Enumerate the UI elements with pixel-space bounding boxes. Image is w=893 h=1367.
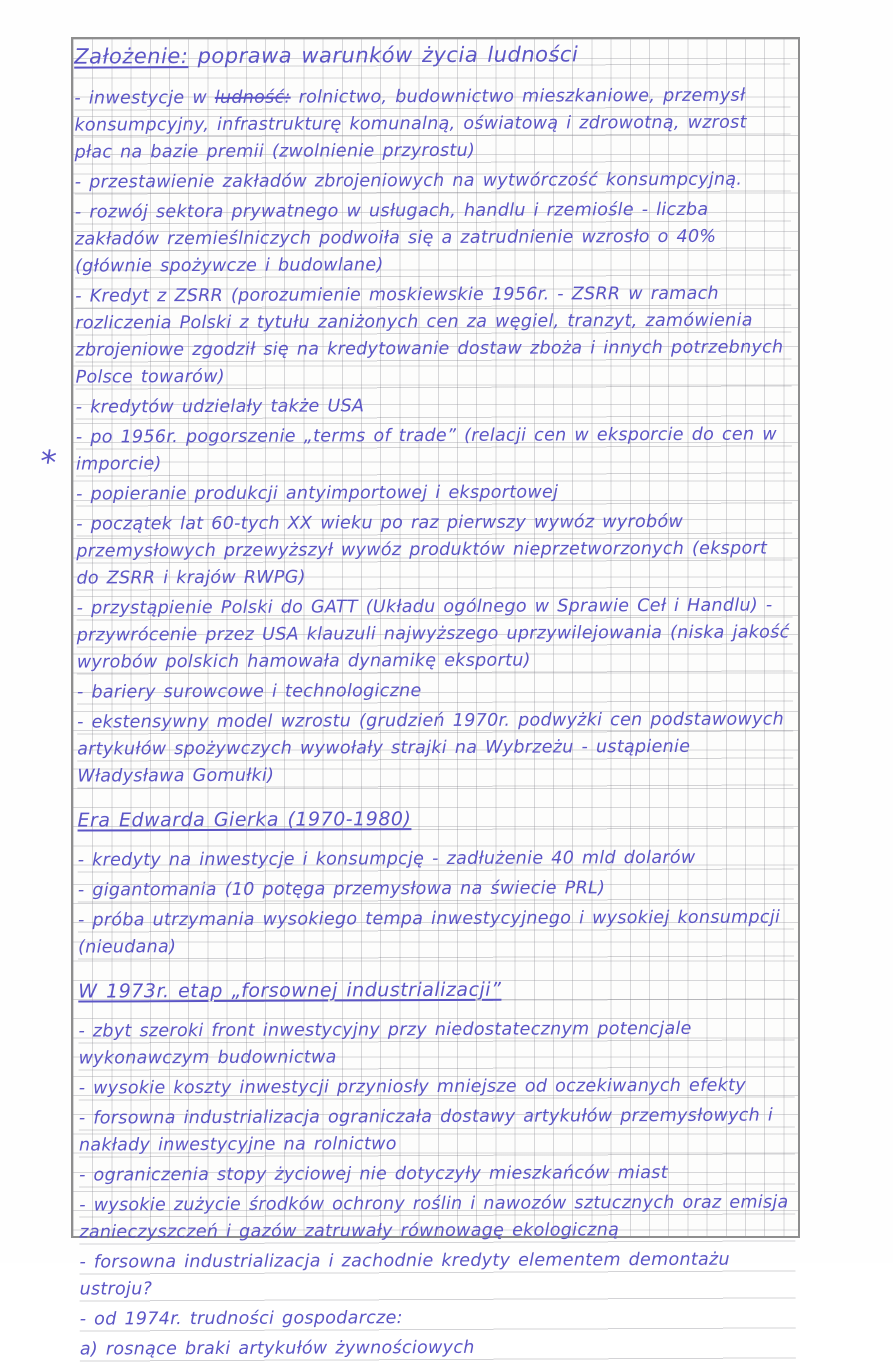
margin-asterisk-mark: * [37,442,59,482]
section-heading-gierek-era [77,803,793,835]
section-heading-gierek-era-text: Era Edwarda Gierka (1970-1980) [77,808,412,832]
note-line: - kredyty na inwestycje i konsumpcję - zadłużenie 40 mld dolarów [78,844,794,874]
bullet1-struck-word: ludność: [214,87,291,108]
note-line: - od 1974r. trudności gospodarcze: [80,1303,796,1333]
title-underlined-word: Założenie: [74,44,189,69]
note-line: - kredytów udzielały także USA [76,391,792,421]
note-line: - zbyt szeroki front inwestycyjny przy niedostatecznym potencjale wykonawczym budownictwa [78,1015,794,1072]
grid-sheet [71,37,800,1360]
note-line: - forsowna industrializacja ograniczała dostawy artykułów przemysłowych i nakłady inwestycyjne na rolnictwo [79,1102,795,1159]
note-line: - popieranie produkcji antyimportowej i eksportowej [76,478,792,508]
page-title [74,39,790,71]
note-line [74,82,790,166]
note-line-starred: - początek lat 60-tych XX wieku po raz pierwszy wywóz wyrobów przemysłowych przewyższył wywóz produktów nieprzetworzonych (eksport do ZSRR i krajów RWPG) [76,508,792,592]
note-line: - gigantomania (10 potęga przemysłowa na świecie PRL) [78,874,794,904]
note-line: - wysokie koszty inwestycji przyniosły mniejsze od oczekiwanych efekty [79,1072,795,1102]
note-line: - wysokie zużycie środków ochrony roślin i nawozów sztucznych oraz emisja zanieczyszczeń i gazów zatruwały równowagę ekologiczną [79,1189,795,1246]
title-rest: poprawa warunków życia ludności [188,42,579,69]
section-heading-1973-text: W 1973r. etap „forsownej industrializacji” [78,978,502,1003]
note-line: - próba utrzymania wysokiego tempa inwestycyjnego i wysokiej konsumpcji (nieudana) [78,904,794,961]
note-line: - rozwój sektora prywatnego w usługach, handlu i rzemiośle - liczba zakładów rzemieślniczych podwoiła się a zatrudnienie wzrosło o 40% (głównie spożywcze i budowlane) [75,196,791,280]
handwritten-notes [74,39,796,1366]
bullet1-post: rolnictwo, budownictwo mieszkaniowe, przemysł konsumpcyjny, infrastrukturę komunalną, oświatową i zdrowotną, wzrost płac na bazie premii (zwolnienie przyrostu) [74,85,747,163]
note-line: a) rosnące braki artykułów żywnościowych [80,1333,796,1363]
note-line: - przystąpienie Polski do GATT (Układu ogólnego w Sprawie Ceł i Handlu) - przywrócenie przez USA klauzuli najwyższego uprzywilejowania (niska jakość wyrobów polskich hamowała dynamikę eksportu) [77,592,793,676]
section-heading-1973-industrializacja [78,974,794,1006]
note-line: - po 1956r. pogorszenie „terms of trade” (relacji cen w eksporcie do cen w imporcie) [76,421,792,478]
note-line: - ograniczenia stopy życiowej nie dotyczyły mieszkańców miast [79,1159,795,1189]
note-line: - forsowna industrializacja i zachodnie kredyty elementem demontażu ustroju? [79,1246,795,1303]
note-line: - przestawienie zakładów zbrojeniowych na wytwórczość konsumpcyjną. [75,166,791,196]
note-line: - bariery surowcowe i technologiczne [77,676,793,706]
note-line: - ekstensywny model wzrostu (grudzień 1970r. podwyżki cen podstawowych artykułów spożywczych wywołały strajki na Wybrzeżu - ustąpienie Władysława Gomułki) [77,706,793,790]
bullet1-pre: - inwestycje w [74,87,215,109]
note-line: - Kredyt z ZSRR (porozumienie moskiewskie 1956r. - ZSRR w ramach rozliczenia Polski z tytułu zaniżonych cen za węgiel, tranzyt, zamówienia zbrojeniowe zgodził się na kredytowanie dostaw zboża i innych potrzebnych Polsce towarów) [75,280,791,391]
